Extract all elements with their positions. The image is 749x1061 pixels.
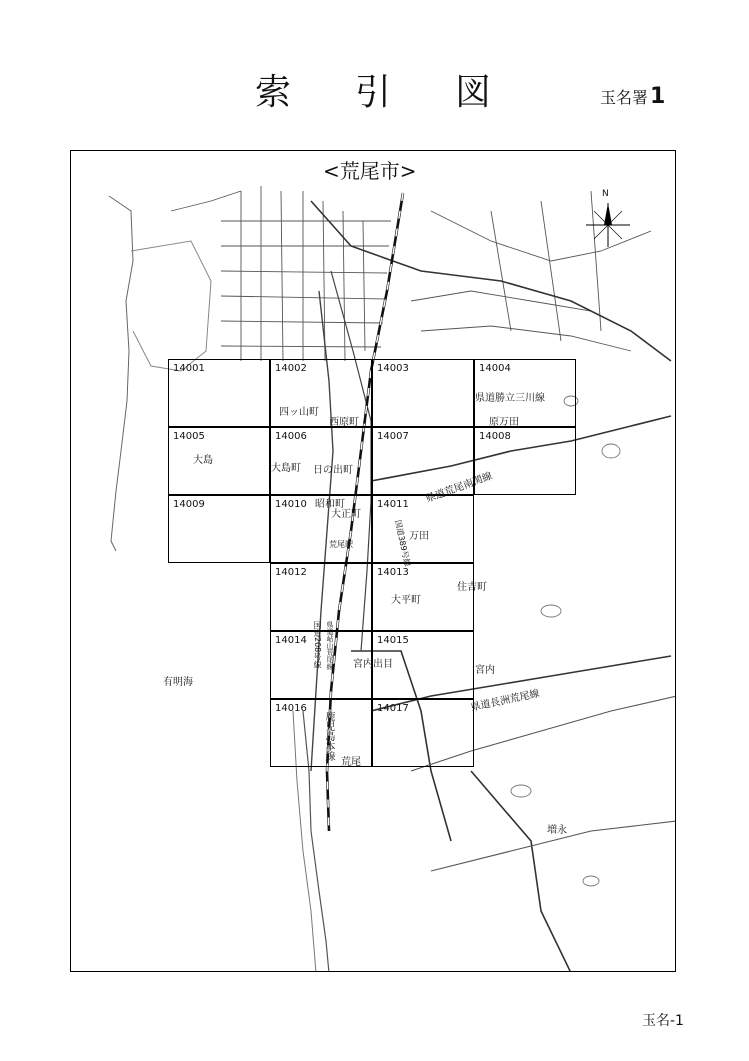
road-label-nagasu-arao: 県道長洲荒尾線	[469, 688, 541, 714]
grid-cell-14005[interactable]	[168, 427, 270, 495]
station-number: 1	[650, 84, 666, 109]
grid-cell-id: 14009	[173, 499, 205, 510]
place-label-oshima: 大島	[193, 455, 213, 466]
place-label-haramanda: 原万田	[489, 417, 519, 428]
road-label-katsutachi-mikawa: 県道勝立三川線	[475, 393, 545, 404]
place-label-manda: 万田	[409, 531, 429, 542]
place-label-hinodemachi: 日の出町	[313, 465, 353, 476]
place-label-showamachi: 昭和町	[315, 499, 345, 510]
grid-cell-id: 14012	[275, 567, 307, 578]
reclaimed-land	[131, 241, 211, 371]
road-label-route208: 国道208号線	[313, 621, 322, 669]
map-frame	[70, 150, 676, 972]
place-label-arao-station: 荒尾駅	[329, 540, 353, 549]
place-label-arao: 荒尾	[341, 757, 361, 768]
coastline	[109, 196, 133, 551]
place-label-oheimachi: 大平町	[391, 595, 421, 606]
grid-cell-14003[interactable]	[372, 359, 474, 427]
compass-north-label: N	[602, 189, 609, 199]
street-grid	[171, 186, 651, 361]
grid-cell-id: 14004	[479, 363, 511, 374]
place-label-nishihara: 西原町	[329, 417, 359, 428]
grid-cell-id: 14005	[173, 431, 205, 442]
road-label-kagoshima-line: 鹿児島本線	[323, 711, 334, 761]
grid-cell-id: 14010	[275, 499, 307, 510]
place-label-sumiyoshimachi: 住吉町	[457, 582, 487, 593]
place-label-miyauchi-deme: 宮内出目	[353, 659, 393, 670]
grid-cell-id: 14003	[377, 363, 409, 374]
grid-cell-id: 14017	[377, 703, 409, 714]
place-label-oshimamachi: 大島町	[271, 463, 301, 474]
place-label-ariake-sea: 有明海	[163, 677, 193, 688]
grid-cell-id: 14008	[479, 431, 511, 442]
station-label	[600, 84, 665, 109]
grid-cell-14001[interactable]	[168, 359, 270, 427]
road-label-arao-minamikan: 県道荒尾南関線	[424, 470, 494, 506]
grid-cell-id: 14014	[275, 635, 307, 646]
grid-cell-id: 14007	[377, 431, 409, 442]
page-title: 索引図	[255, 72, 556, 113]
place-label-taishomachi: 大正町	[331, 509, 361, 520]
page-number: 玉名-1	[642, 1013, 684, 1029]
grid-cell-id: 14002	[275, 363, 307, 374]
grid-cell-id: 14011	[377, 499, 409, 510]
grid-cell-id: 14016	[275, 703, 307, 714]
city-label: <荒尾市>	[323, 159, 417, 183]
road-label-route389: 国道389号線	[393, 519, 412, 568]
grid-cell-id: 14013	[377, 567, 409, 578]
place-label-masunaga: 増永	[547, 825, 567, 836]
grid-cell-id: 14015	[377, 635, 409, 646]
grid-cell-14009[interactable]	[168, 495, 270, 563]
grid-cell-id: 14006	[275, 431, 307, 442]
grid-cell-id: 14001	[173, 363, 205, 374]
station-name: 玉名署	[600, 88, 649, 107]
road-label-genpuzan-arao: 県道岾山荒尾線	[326, 621, 334, 670]
place-label-yotsuyama: 四ッ山町	[279, 407, 319, 418]
place-label-miyauchi: 宮内	[475, 665, 495, 676]
grid-cell-14013[interactable]	[372, 563, 474, 631]
grid-cell-14008[interactable]	[474, 427, 576, 495]
grid-cell-14017[interactable]	[372, 699, 474, 767]
